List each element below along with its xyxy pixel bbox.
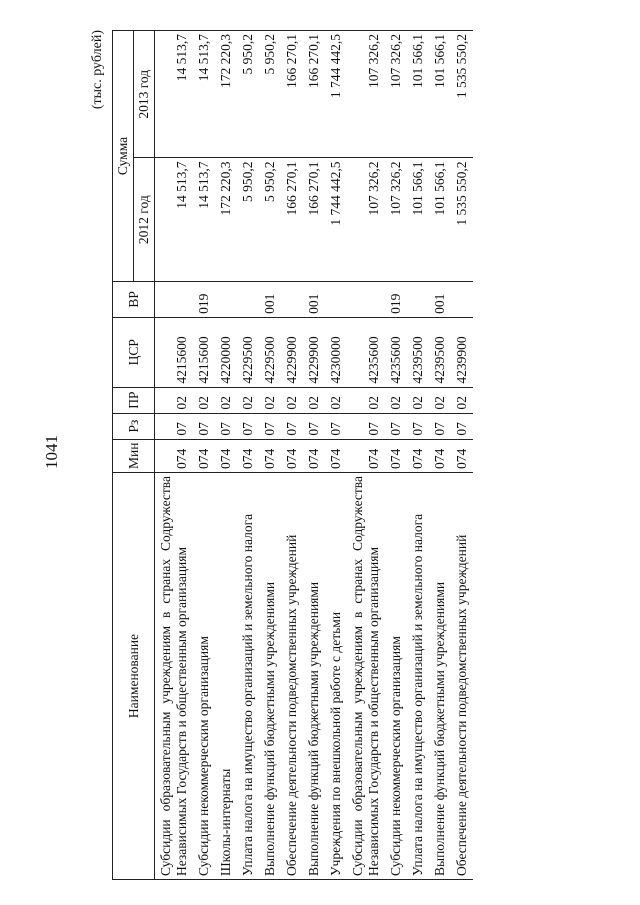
row-pr: 02 [155, 387, 194, 413]
header-year-2012: 2012 год [134, 158, 155, 281]
row-amount-2012: 107 326,2 [347, 158, 385, 281]
row-vr [215, 281, 237, 317]
unit-note: (тыс. рублей) [90, 30, 105, 110]
row-csr: 4215600 [193, 317, 215, 387]
row-amount-2012: 14 513,7 [193, 158, 215, 281]
row-csr: 4239500 [429, 317, 451, 387]
row-pr: 02 [259, 387, 281, 413]
row-amount-2012: 5 950,2 [259, 158, 281, 281]
budget-table-sheet [90, 30, 610, 880]
row-pr: 02 [385, 387, 407, 413]
row-csr: 4230000 [325, 317, 347, 387]
row-vr [237, 281, 259, 317]
row-amount-2013: 14 513,7 [155, 31, 194, 158]
row-csr: 4239900 [451, 317, 473, 387]
row-min: 074 [237, 439, 259, 472]
row-min: 074 [259, 439, 281, 472]
row-amount-2013: 172 220,3 [215, 31, 237, 158]
table-row [385, 31, 407, 880]
row-vr: 019 [193, 281, 215, 317]
row-amount-2012: 14 513,7 [155, 158, 194, 281]
row-name: Уплата налога на имущество организаций и земельного налога [407, 473, 429, 880]
row-min: 074 [303, 439, 325, 472]
row-name: Субсидии некоммерческим организациям [385, 473, 407, 880]
row-csr: 4220000 [215, 317, 237, 387]
header-csr: ЦСР [113, 317, 155, 387]
row-vr [325, 281, 347, 317]
row-csr: 4235600 [385, 317, 407, 387]
row-rz: 07 [281, 413, 303, 439]
row-vr: 001 [429, 281, 451, 317]
row-vr [155, 281, 194, 317]
row-pr: 02 [451, 387, 473, 413]
table-row [215, 31, 237, 880]
row-csr: 4229900 [303, 317, 325, 387]
row-name: Обеспечение деятельности подведомственных учреждений [451, 473, 473, 880]
header-min: Мин [113, 439, 155, 472]
row-vr [407, 281, 429, 317]
row-rz: 07 [385, 413, 407, 439]
row-vr: 019 [385, 281, 407, 317]
row-amount-2012: 101 566,1 [407, 158, 429, 281]
row-amount-2013: 1 744 442,5 [325, 31, 347, 158]
row-name: Уплата налога на имущество организаций и земельного налога [237, 473, 259, 880]
row-name: Выполнение функций бюджетными учреждениями [303, 473, 325, 880]
row-pr: 02 [237, 387, 259, 413]
row-name: Школы-интернаты [215, 473, 237, 880]
page-number: 1041 [42, 435, 61, 469]
row-rz: 07 [155, 413, 194, 439]
table-row [451, 31, 473, 880]
header-name: Наименование [113, 473, 155, 880]
row-rz: 07 [237, 413, 259, 439]
row-csr: 4229500 [237, 317, 259, 387]
table-row [281, 31, 303, 880]
row-rz: 07 [407, 413, 429, 439]
row-name: Субсидии образовательным учреждениям в странах Содружества Независимых Государств и общественным организациям [347, 473, 385, 880]
table-row [237, 31, 259, 880]
row-amount-2012: 166 270,1 [303, 158, 325, 281]
row-amount-2013: 1 535 550,2 [451, 31, 473, 158]
row-vr [451, 281, 473, 317]
row-rz: 07 [215, 413, 237, 439]
row-amount-2012: 166 270,1 [281, 158, 303, 281]
row-amount-2012: 1 744 442,5 [325, 158, 347, 281]
table-body [155, 31, 474, 880]
row-pr: 02 [347, 387, 385, 413]
row-amount-2013: 107 326,2 [347, 31, 385, 158]
header-rz: Рз [113, 413, 155, 439]
row-min: 074 [325, 439, 347, 472]
row-pr: 02 [407, 387, 429, 413]
row-vr: 001 [303, 281, 325, 317]
row-rz: 07 [303, 413, 325, 439]
header-year-2013: 2013 год [134, 31, 155, 158]
row-amount-2013: 14 513,7 [193, 31, 215, 158]
row-min: 074 [429, 439, 451, 472]
row-amount-2013: 101 566,1 [429, 31, 451, 158]
row-min: 074 [347, 439, 385, 472]
row-amount-2013: 5 950,2 [237, 31, 259, 158]
row-name: Выполнение функций бюджетными учреждениями [429, 473, 451, 880]
row-pr: 02 [325, 387, 347, 413]
row-pr: 02 [429, 387, 451, 413]
header-sum: Сумма [113, 31, 134, 282]
row-vr: 001 [259, 281, 281, 317]
row-amount-2013: 166 270,1 [303, 31, 325, 158]
row-rz: 07 [259, 413, 281, 439]
table-row [407, 31, 429, 880]
table-row [259, 31, 281, 880]
row-pr: 02 [303, 387, 325, 413]
row-min: 074 [215, 439, 237, 472]
row-amount-2012: 101 566,1 [429, 158, 451, 281]
table-row [193, 31, 215, 880]
row-amount-2012: 5 950,2 [237, 158, 259, 281]
row-min: 074 [451, 439, 473, 472]
row-csr: 4239500 [407, 317, 429, 387]
row-min: 074 [155, 439, 194, 472]
row-name: Субсидии образовательным учреждениям в странах Содружества Независимых Государств и общественным организациям [155, 473, 194, 880]
table-row [155, 31, 194, 880]
row-amount-2013: 107 326,2 [385, 31, 407, 158]
row-csr: 4235600 [347, 317, 385, 387]
row-min: 074 [193, 439, 215, 472]
row-csr: 4229900 [281, 317, 303, 387]
row-name: Обеспечение деятельности подведомственных учреждений [281, 473, 303, 880]
header-vr: ВР [113, 281, 155, 317]
row-amount-2012: 172 220,3 [215, 158, 237, 281]
row-pr: 02 [281, 387, 303, 413]
row-rz: 07 [451, 413, 473, 439]
row-rz: 07 [193, 413, 215, 439]
row-name: Учреждения по внешкольной работе с детьми [325, 473, 347, 880]
row-csr: 4229500 [259, 317, 281, 387]
row-rz: 07 [325, 413, 347, 439]
row-pr: 02 [193, 387, 215, 413]
row-amount-2013: 166 270,1 [281, 31, 303, 158]
row-min: 074 [407, 439, 429, 472]
table-row [429, 31, 451, 880]
row-amount-2013: 5 950,2 [259, 31, 281, 158]
row-name: Выполнение функций бюджетными учреждениями [259, 473, 281, 880]
row-vr [347, 281, 385, 317]
row-rz: 07 [347, 413, 385, 439]
table-row [303, 31, 325, 880]
table-row [347, 31, 385, 880]
table-row [325, 31, 347, 880]
row-amount-2013: 101 566,1 [407, 31, 429, 158]
row-name: Субсидии некоммерческим организациям [193, 473, 215, 880]
budget-table [112, 30, 473, 880]
row-csr: 4215600 [155, 317, 194, 387]
row-pr: 02 [215, 387, 237, 413]
row-min: 074 [281, 439, 303, 472]
row-amount-2012: 107 326,2 [385, 158, 407, 281]
header-pr: ПР [113, 387, 155, 413]
row-rz: 07 [429, 413, 451, 439]
table-header [113, 31, 155, 880]
row-min: 074 [385, 439, 407, 472]
row-vr [281, 281, 303, 317]
row-amount-2012: 1 535 550,2 [451, 158, 473, 281]
